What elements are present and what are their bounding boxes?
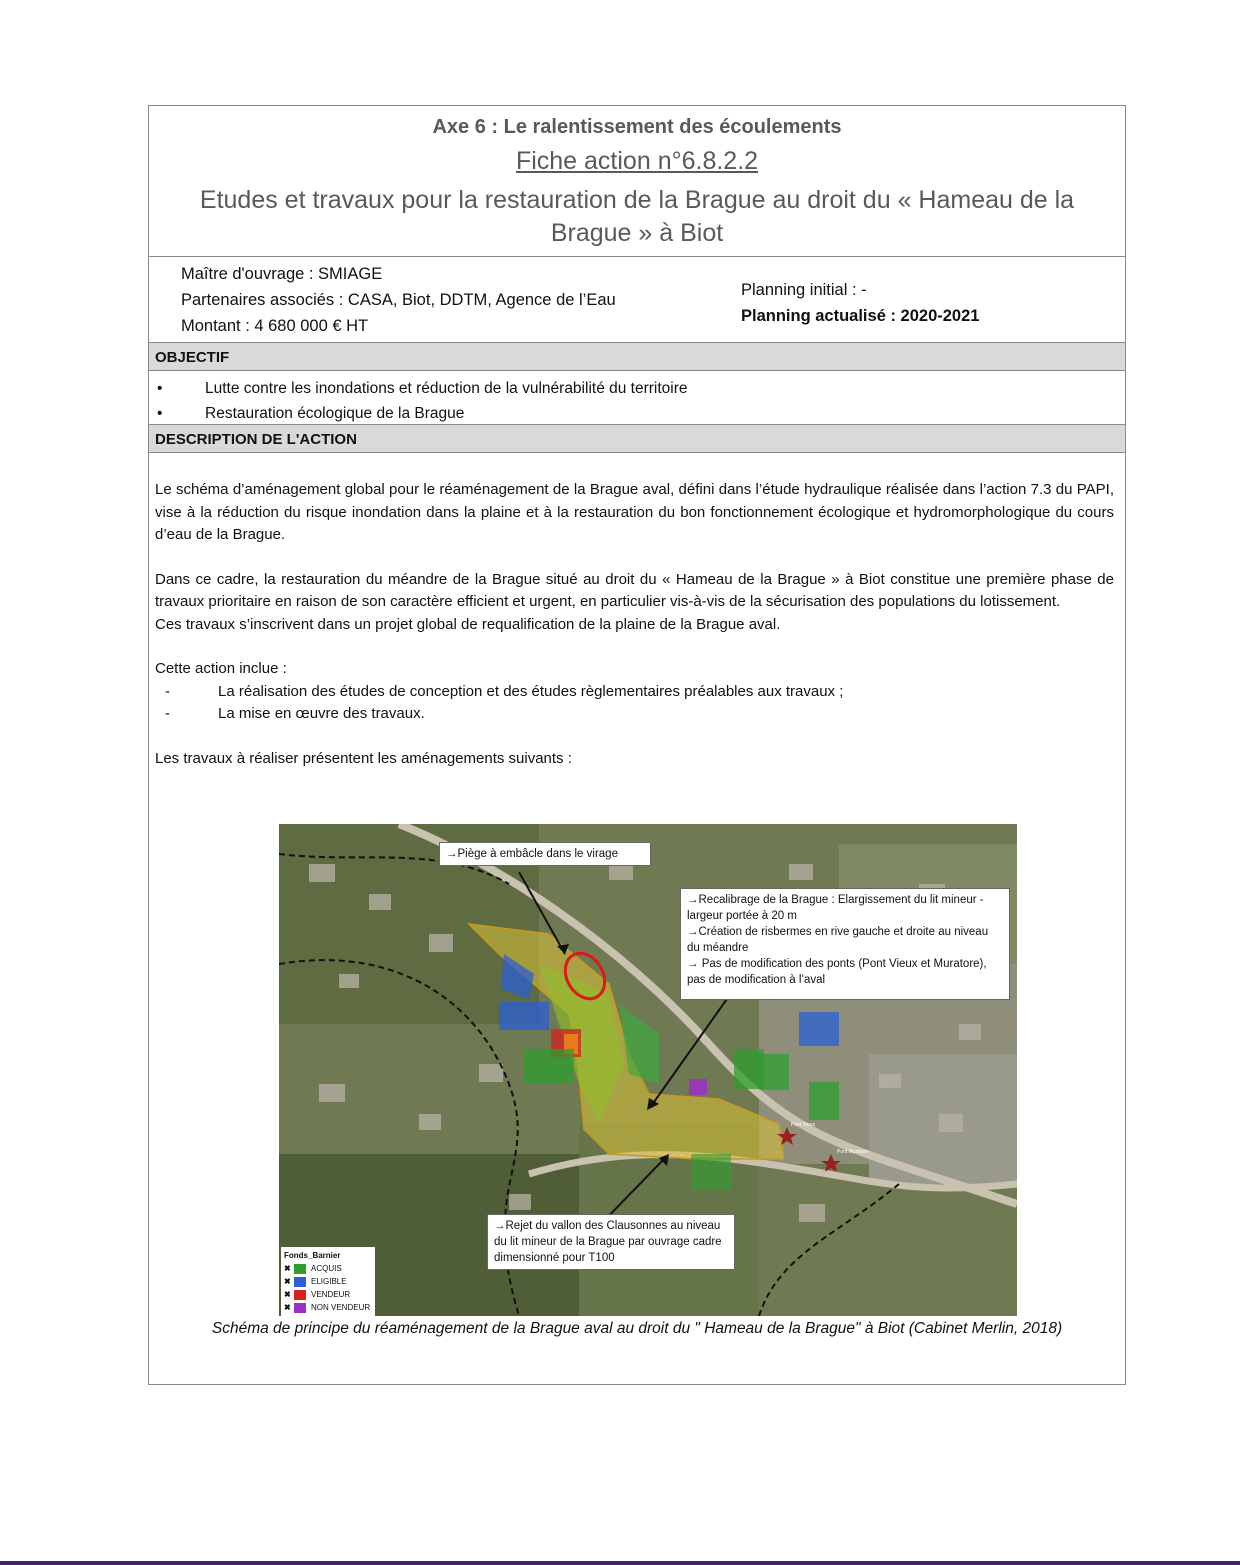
info-left xyxy=(149,257,709,342)
legend-label: ELIGIBLE xyxy=(311,1277,347,1286)
dash-icon: - xyxy=(165,705,170,722)
montant: Montant : 4 680 000 € HT xyxy=(181,317,369,335)
fiche-number: Fiche action n°6.8.2.2 xyxy=(515,147,759,175)
dash-icon: - xyxy=(165,682,170,700)
paragraph: Le schéma d’aménagement global pour le réaménagement de la Brague aval, défini dans l’étude hydraulique réalisée dans l’action 7.3 du PAPI, vise à la réduction du risque inondation dans la plaine et à la restauration du bon fonctionnement écologique et hydromorphologique du cours d’eau de la Brague. xyxy=(155,481,1114,543)
list-item xyxy=(149,376,1125,401)
callout-line: →Création de risbermes en rive gauche et droite au niveau du méandre xyxy=(687,926,989,954)
legend-label: ACQUIS xyxy=(311,1264,342,1273)
legend-swatch xyxy=(294,1264,306,1274)
legend-label: NON VENDEUR xyxy=(311,1303,371,1312)
bullet-icon: • xyxy=(157,405,163,422)
legend-item xyxy=(284,1275,372,1288)
figure-caption: Schéma de principe du réaménagement de la Brague aval au droit du " Hameau de la Brague" à Biot (Cabinet Merlin, 2018) xyxy=(211,1320,1063,1337)
list-item xyxy=(155,681,1114,704)
list-text: La mise en œuvre des travaux. xyxy=(218,705,425,722)
x-icon: ✖ xyxy=(284,1290,291,1299)
planning-initial: Planning initial : - xyxy=(741,281,867,299)
callout-recalibrage xyxy=(680,888,1010,1000)
legend-item xyxy=(284,1262,372,1275)
callout-line: → Pas de modification des ponts (Pont Vieux et Muratore), pas de modification à l’aval xyxy=(687,958,987,986)
list-item xyxy=(149,401,1125,426)
paragraph: Ces travaux s’inscrivent dans un projet global de requalification de la plaine de la Brague aval. xyxy=(155,615,781,633)
objectif-item: Lutte contre les inondations et réduction de la vulnérabilité du territoire xyxy=(205,380,688,397)
bottom-border xyxy=(0,1561,1240,1565)
maitre-ouvrage: Maître d'ouvrage : SMIAGE xyxy=(181,265,383,283)
callout-piege: →Piège à embâcle dans le virage xyxy=(439,842,651,866)
legend-item xyxy=(284,1288,372,1301)
callout-rejet: →Rejet du vallon des Clausonnes au niveau du lit mineur de la Brague par ouvrage cadre dimensionné pour T100 xyxy=(487,1214,735,1270)
objectif-header: OBJECTIF xyxy=(149,343,1125,371)
x-icon: ✖ xyxy=(284,1277,291,1286)
bullet-icon: • xyxy=(157,380,163,397)
x-icon: ✖ xyxy=(284,1303,291,1312)
x-icon: ✖ xyxy=(284,1264,291,1273)
paragraph: Cette action inclue : xyxy=(155,660,287,677)
info-right xyxy=(709,257,979,342)
sheet-header xyxy=(149,106,1125,257)
legend-swatch xyxy=(294,1277,306,1287)
legend-title: Fonds_Barnier xyxy=(284,1251,341,1260)
legend-item xyxy=(284,1301,372,1314)
planning-actualise: Planning actualisé : 2020-2021 xyxy=(741,307,980,325)
info-block xyxy=(149,257,1125,343)
pont-vieux-label: Pont Vieux xyxy=(791,1122,816,1128)
axe-title: Axe 6 : Le ralentissement des écoulements xyxy=(432,116,842,138)
legend-label: VENDEUR xyxy=(311,1290,351,1299)
objectif-item: Restauration écologique de la Brague xyxy=(205,405,465,422)
aerial-map-figure xyxy=(279,824,1017,1316)
map-legend xyxy=(281,1247,375,1316)
paragraph: Dans ce cadre, la restauration du méandre de la Brague situé au droit du « Hameau de la Brague » à Biot constitue une première phase de travaux prioritaire en raison de son caractère efficient et urgent, en particulier vis-à-vis de la sécurisation des populations du lotissement. xyxy=(155,570,1114,610)
description-body xyxy=(149,453,1125,770)
partenaires: Partenaires associés : CASA, Biot, DDTM, Agence de l’Eau xyxy=(181,291,616,309)
paragraph: Les travaux à réaliser présentent les aménagements suivants : xyxy=(155,749,572,767)
objectif-list xyxy=(149,371,1125,425)
action-sheet xyxy=(148,105,1126,1385)
legend-swatch xyxy=(294,1303,306,1313)
legend-swatch xyxy=(294,1290,306,1300)
list-text: La réalisation des études de conception et des études règlementaires préalables aux travaux ; xyxy=(218,682,844,700)
action-title: Etudes et travaux pour la restauration de la Brague au droit du « Hameau de la Brague » à Biot xyxy=(199,186,1075,247)
callout-line: →Recalibrage de la Brague : Elargissement du lit mineur - largeur portée à 20 m xyxy=(687,894,984,922)
pont-muratore-label: Pont Muratore xyxy=(837,1149,869,1155)
list-item xyxy=(155,703,1114,726)
description-header: DESCRIPTION DE L'ACTION xyxy=(149,425,1125,453)
